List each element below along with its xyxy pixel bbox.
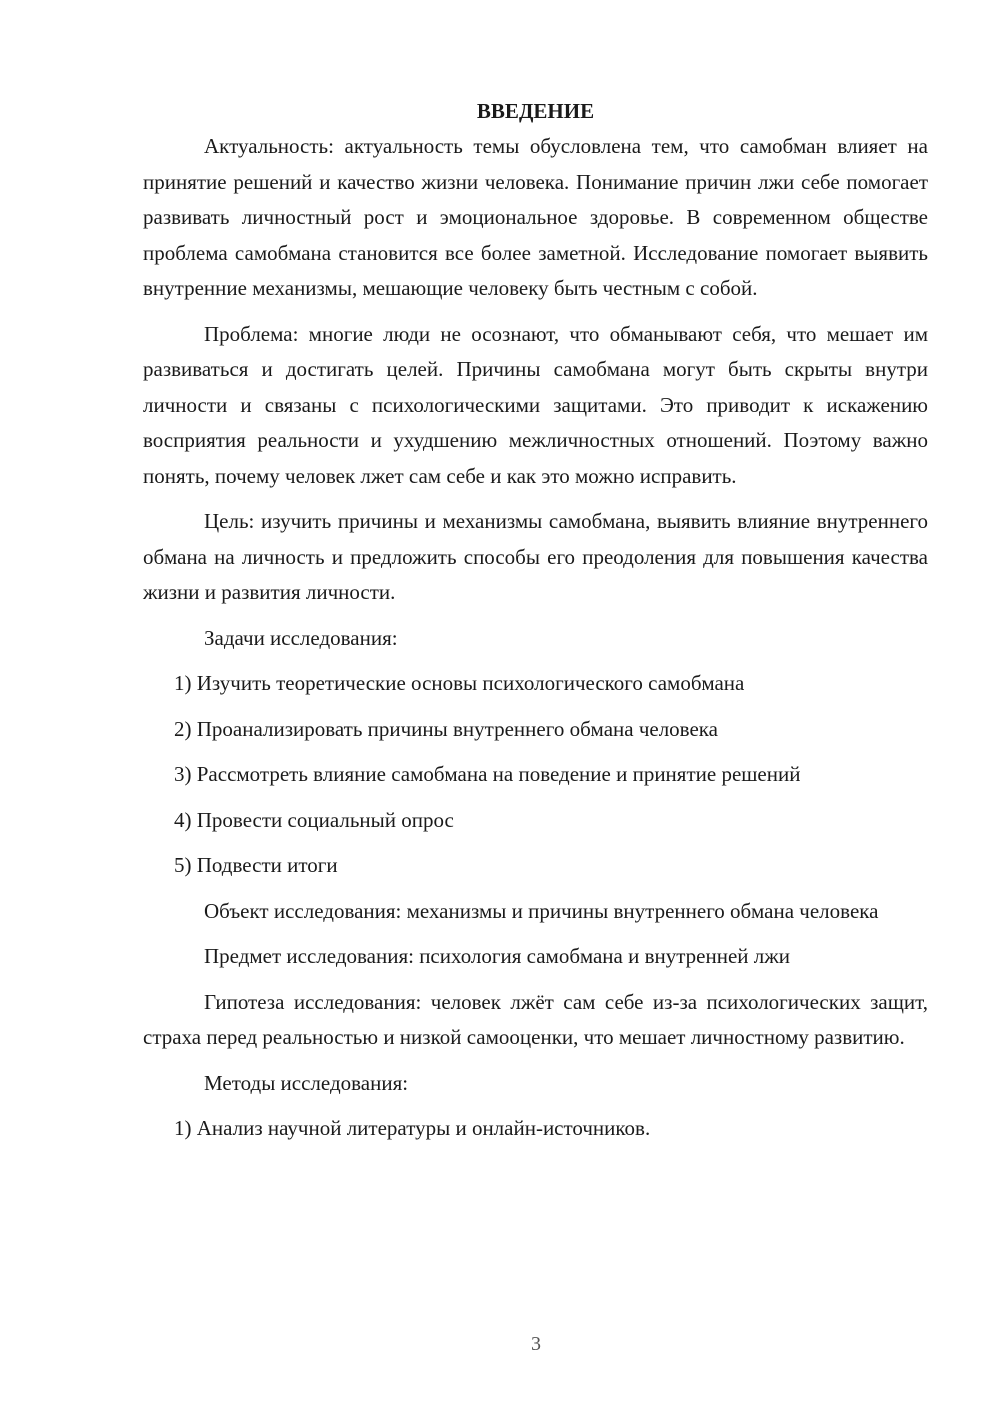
tasks-label: Задачи исследования: bbox=[204, 625, 398, 650]
section-heading: ВВЕДЕНИЕ bbox=[476, 99, 595, 123]
list-item: 1) Изучить теоретические основы психологического самобмана bbox=[174, 671, 745, 695]
object-paragraph: Объект исследования: механизмы и причины внутреннего обмана человека bbox=[204, 898, 879, 923]
methods-list bbox=[143, 1111, 928, 1147]
page-number: 3 bbox=[531, 1333, 541, 1355]
subject-paragraph: Предмет исследования: психология самобмана и внутренней лжи bbox=[204, 944, 791, 968]
list-item: 1) Анализ научной литературы и онлайн-источников. bbox=[174, 1116, 651, 1140]
problem-paragraph: Проблема: многие люди не осознают, что обманывают себя, что мешает им развиваться и достигать целей. Причины самобмана могут быть скрыты внутри личности и связаны с психологическими защитами. Это приводит к искажению восприятия реальности и ухудшению межличностных отношений. Поэтому важно понять, почему человек лжет сам себе и как это можно исправить. bbox=[143, 321, 928, 488]
page-content bbox=[143, 94, 928, 1157]
list-item: 4) Провести социальный опрос bbox=[174, 807, 454, 832]
goal-paragraph: Цель: изучить причины и механизмы самобмана, выявить влияние внутреннего обмана на личность и предложить способы его преодоления для повышения качества жизни и развития личности. bbox=[143, 509, 928, 604]
list-item: 2) Проанализировать причины внутреннего обмана человека bbox=[174, 716, 719, 741]
methods-label: Методы исследования: bbox=[204, 1070, 409, 1095]
hypothesis-paragraph: Гипотеза исследования: человек лжёт сам себе из-за психологических защит, страха перед реальностью и низкой самооценки, что мешает личностному развитию. bbox=[143, 989, 928, 1049]
list-item: 3) Рассмотреть влияние самобмана на поведение и принятие решений bbox=[174, 762, 801, 786]
list-item: 5) Подвести итоги bbox=[174, 853, 338, 877]
relevance-paragraph: Актуальность: актуальность темы обусловлена тем, что самобман влияет на принятие решений и качество жизни человека. Понимание причин лжи себе помогает развивать личностный рост и эмоциональное здоровье. В современном обществе проблема самобмана становится все более заметной. Исследование помогает выявить внутренние механизмы, мешающие человеку быть честным с собой. bbox=[143, 134, 928, 300]
tasks-list bbox=[143, 666, 928, 884]
